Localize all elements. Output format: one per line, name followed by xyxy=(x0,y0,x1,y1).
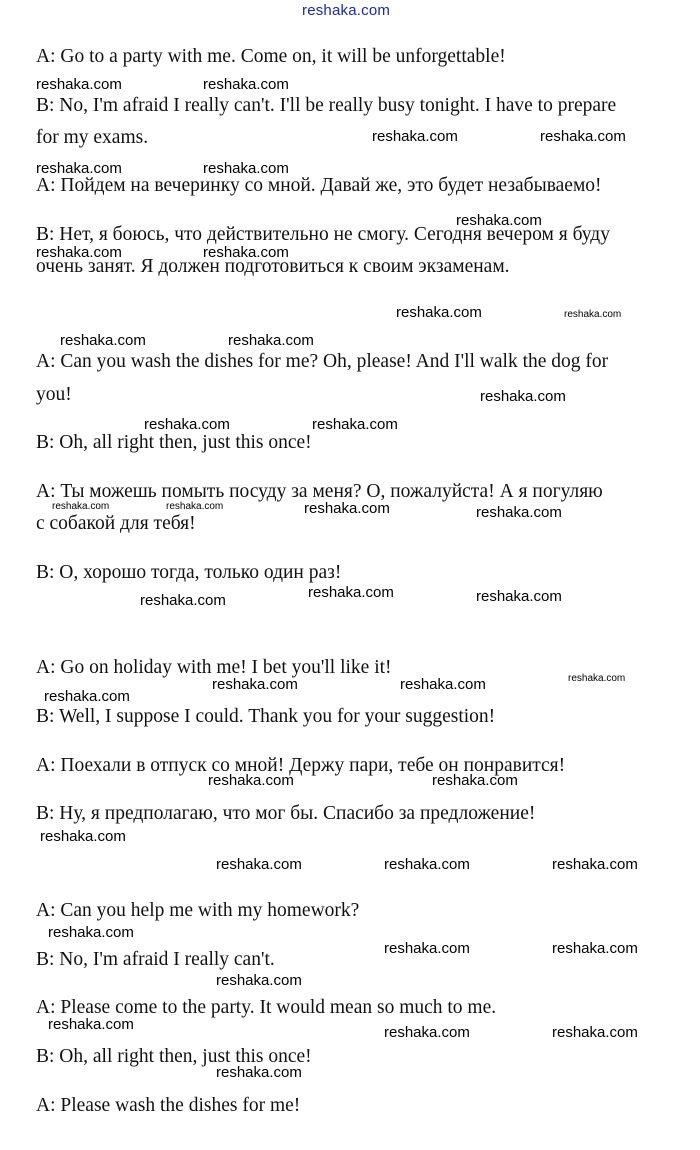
watermark: reshaka.com xyxy=(52,501,110,512)
watermark: reshaka.com xyxy=(48,924,134,941)
watermark: reshaka.com xyxy=(456,212,542,229)
watermark: reshaka.com xyxy=(384,1024,470,1041)
dialogue-1-line-4: A: Пойдем на вечеринку со мной. Давай же, это будет незабываемо! xyxy=(36,175,602,196)
dialogue-1-line-1: A: Go to a party with me. Come on, it will be unforgettable! xyxy=(36,46,506,67)
dialogue-3-line-4: B: Ну, я предполагаю, что мог бы. Спасибо за предложение! xyxy=(36,803,536,824)
watermark: reshaka.com xyxy=(552,1024,638,1041)
dialogue-1-line-6: очень занят. Я должен подготовиться к своим экзаменам. xyxy=(36,256,510,277)
watermark: reshaka.com xyxy=(396,304,482,321)
watermark: reshaka.com xyxy=(476,504,562,521)
watermark: reshaka.com xyxy=(476,588,562,605)
watermark: reshaka.com xyxy=(564,309,622,320)
watermark: reshaka.com xyxy=(36,244,122,261)
watermark: reshaka.com xyxy=(216,856,302,873)
dialogue-2-line-3: B: Oh, all right then, just this once! xyxy=(36,432,312,453)
watermark: reshaka.com xyxy=(372,128,458,145)
watermark: reshaka.com xyxy=(228,332,314,349)
dialogue-1-line-2: B: No, I'm afraid I really can't. I'll be really busy tonight. I have to prepare xyxy=(36,95,617,116)
watermark: reshaka.com xyxy=(140,592,226,609)
watermark: reshaka.com xyxy=(36,160,122,177)
watermark: reshaka.com xyxy=(36,76,122,93)
dialogue-1-line-3: for my exams. xyxy=(36,127,149,148)
dialogue-2-line-6: B: О, хорошо тогда, только один раз! xyxy=(36,562,342,583)
watermark: reshaka.com xyxy=(568,673,626,684)
dialogue-4-line-4: B: Oh, all right then, just this once! xyxy=(36,1046,312,1067)
watermark: reshaka.com xyxy=(480,388,566,405)
watermark: reshaka.com xyxy=(552,940,638,957)
watermark: reshaka.com xyxy=(384,940,470,957)
watermark: reshaka.com xyxy=(144,416,230,433)
watermark: reshaka.com xyxy=(312,416,398,433)
watermark: reshaka.com xyxy=(60,332,146,349)
watermark: reshaka.com xyxy=(540,128,626,145)
dialogue-4-line-3: A: Please come to the party. It would mean so much to me. xyxy=(36,997,497,1018)
dialogue-2-line-5: с собакой для тебя! xyxy=(36,513,196,534)
dialogue-3-line-3: A: Поехали в отпуск со мной! Держу пари, тебе он понравится! xyxy=(36,755,566,776)
watermark: reshaka.com xyxy=(308,584,394,601)
watermark: reshaka.com xyxy=(552,856,638,873)
watermark: reshaka.com xyxy=(216,1064,302,1081)
watermark: reshaka.com xyxy=(203,76,289,93)
dialogue-2-line-4: A: Ты можешь помыть посуду за меня? О, пожалуйста! А я погуляю xyxy=(36,481,603,502)
dialogue-3-line-1: A: Go on holiday with me! I bet you'll like it! xyxy=(36,657,392,678)
watermark: reshaka.com xyxy=(166,501,224,512)
dialogue-2-line-2: you! xyxy=(36,384,72,405)
watermark: reshaka.com xyxy=(203,160,289,177)
watermark: reshaka.com xyxy=(203,244,289,261)
watermark: reshaka.com xyxy=(304,500,390,517)
dialogue-4-line-2: B: No, I'm afraid I really can't. xyxy=(36,949,275,970)
watermark: reshaka.com xyxy=(208,772,294,789)
watermark: reshaka.com xyxy=(44,688,130,705)
watermark: reshaka.com xyxy=(216,972,302,989)
watermark: reshaka.com xyxy=(432,772,518,789)
dialogue-3-line-2: B: Well, I suppose I could. Thank you for your suggestion! xyxy=(36,706,496,727)
watermark: reshaka.com xyxy=(212,676,298,693)
site-header-link[interactable]: reshaka.com xyxy=(302,2,391,19)
dialogue-2-line-1: A: Can you wash the dishes for me? Oh, please! And I'll walk the dog for xyxy=(36,351,609,372)
dialogue-1-line-5: B: Нет, я боюсь, что действительно не смогу. Сегодня вечером я буду xyxy=(36,224,610,245)
watermark: reshaka.com xyxy=(48,1016,134,1033)
dialogue-4-line-1: A: Can you help me with my homework? xyxy=(36,900,360,921)
watermark: reshaka.com xyxy=(400,676,486,693)
dialogue-4-line-5: A: Please wash the dishes for me! xyxy=(36,1095,301,1116)
watermark: reshaka.com xyxy=(40,828,126,845)
watermark: reshaka.com xyxy=(384,856,470,873)
